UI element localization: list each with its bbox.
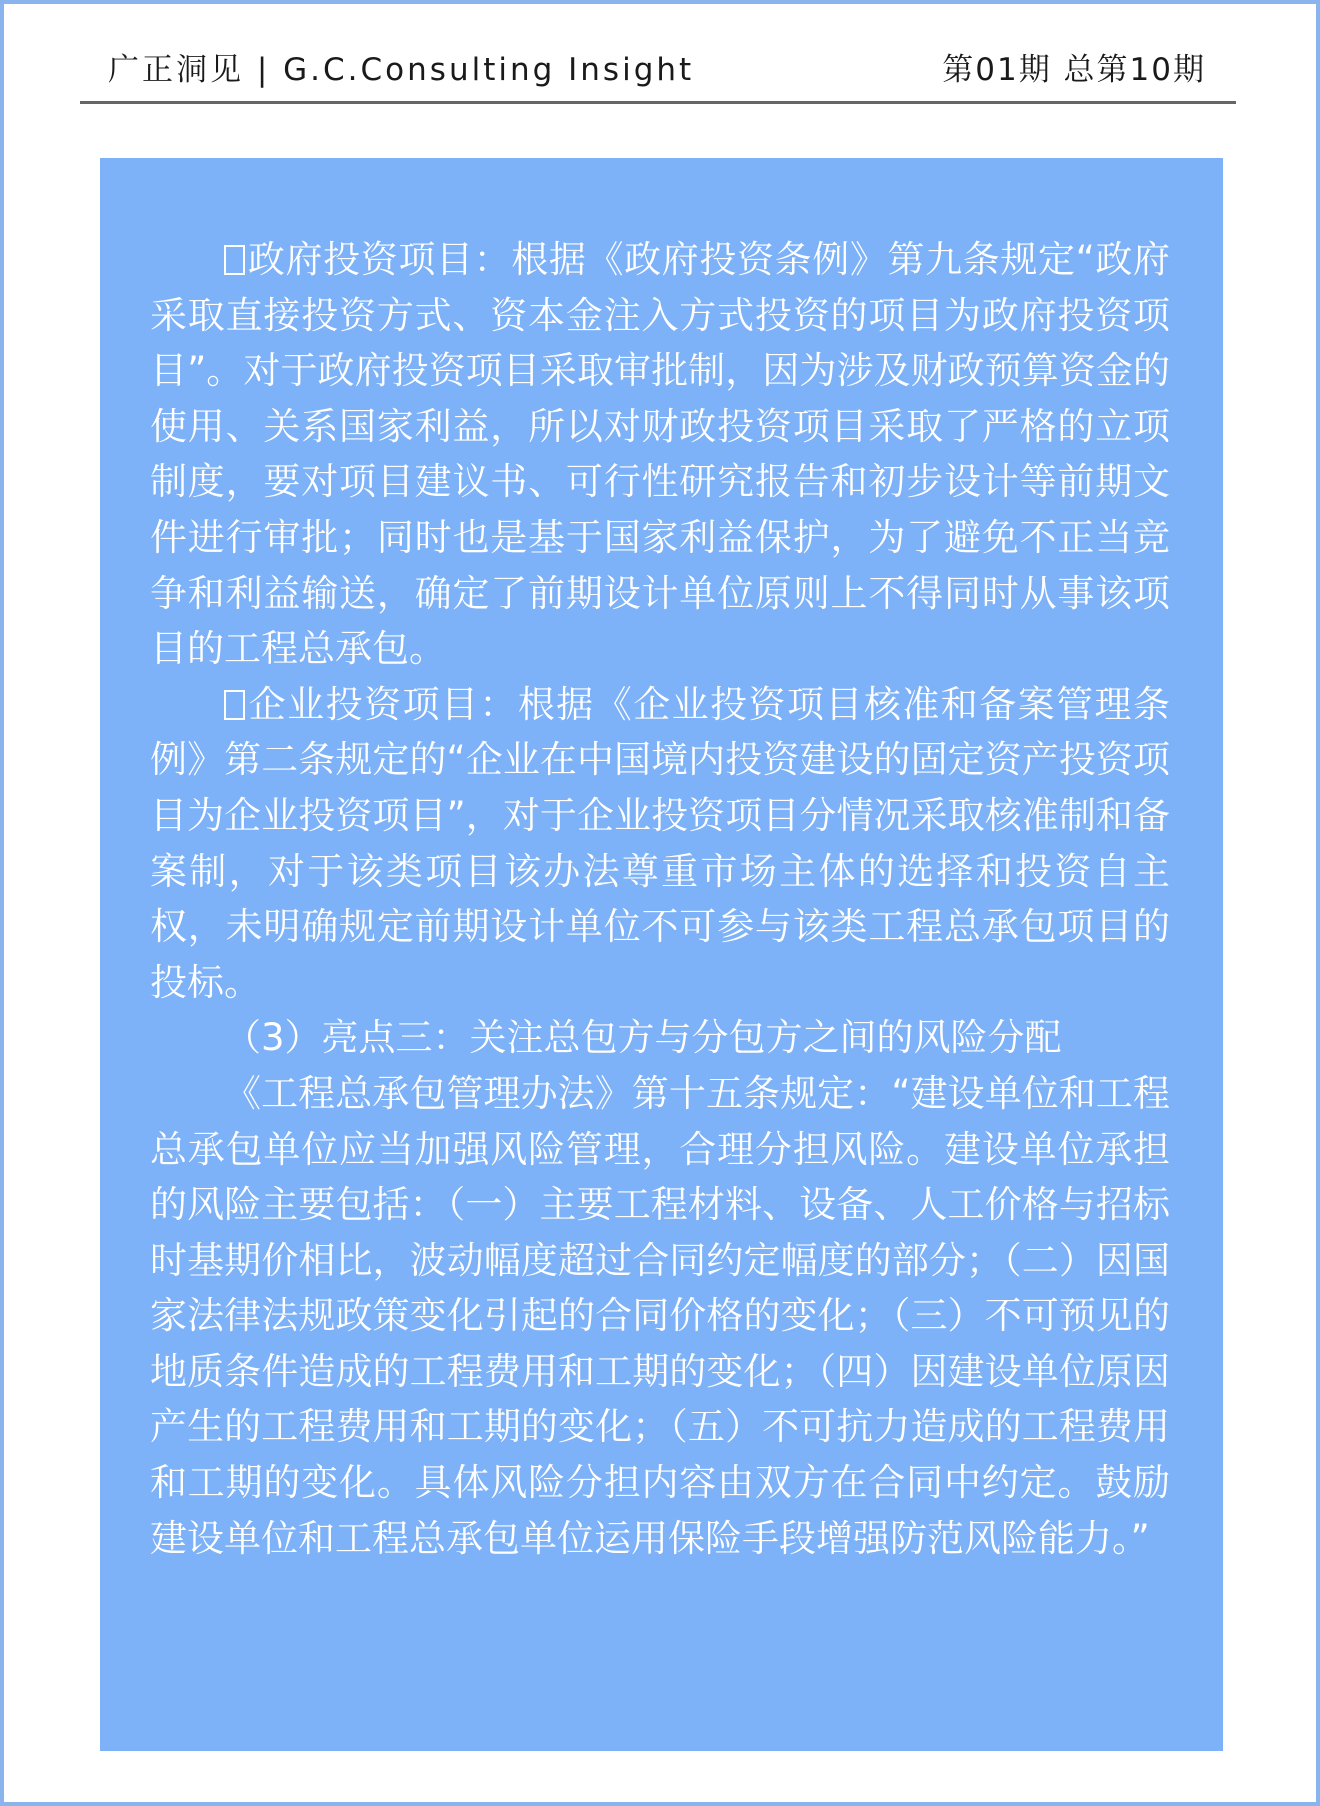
paragraph-government-investment — [150, 232, 1170, 677]
paragraph-risk-allocation: 《工程总承包管理办法》第十五条规定：“建设单位和工程总承包单位应当加强风险管理，合理分担风险。建设单位承担的风险主要包括：（一）主要工程材料、设备、人工价格与招标时基期价相比，波动幅度超过合同约定幅度的部分；（二）因国家法律法规政策变化引起的合同价格的变化；（三）不可预见的地质条件造成的工程费用和工期的变化；（四）因建设单位原因产生的工程费用和工期的变化；（五）不可抗力造成的工程费用和工期的变化。具体风险分担内容由双方在合同中约定。鼓励建设单位和工程总承包单位运用保险手段增强防范风险能力。” — [150, 1071, 1170, 1560]
publication-title: 广正洞见 | G.C.Consulting Insight — [108, 52, 695, 88]
page-header — [80, 40, 1236, 100]
section-heading-highlight-three: （3）亮点三：关注总包方与分包方之间的风险分配 — [224, 1016, 1062, 1060]
issue-number: 第01期 总第10期 — [942, 52, 1206, 88]
paragraph-text: 企业投资项目：根据《企业投资项目核准和备案管理条例》第二条规定的“企业在中国境内投资建设的固定资产投资项目为企业投资项目”，对于企业投资项目分情况采取核准制和备案制，对于该类项目该办法尊重市场主体的选择和投资自主权，未明确规定前期设计单位不可参与该类工程总承包项目的投标。 — [150, 682, 1170, 1004]
missing-glyph-box-icon — [224, 245, 245, 275]
article-body — [150, 232, 1170, 1566]
header-divider — [80, 101, 1236, 104]
paragraph-text: 政府投资项目：根据《政府投资条例》第九条规定“政府采取直接投资方式、资本金注入方式投资的项目为政府投资项目”。对于政府投资项目采取审批制，因为涉及财政预算资金的使用、关系国家利益，所以对财政投资项目采取了严格的立项制度，要对项目建议书、可行性研究报告和初步设计等前期文件进行审批；同时也是基于国家利益保护，为了避免不正当竞争和利益输送，确定了前期设计单位原则上不得同时从事该项目的工程总承包。 — [150, 238, 1170, 671]
missing-glyph-box-icon — [224, 690, 245, 720]
article-content-box — [100, 158, 1223, 1751]
paragraph-enterprise-investment — [150, 677, 1170, 1011]
